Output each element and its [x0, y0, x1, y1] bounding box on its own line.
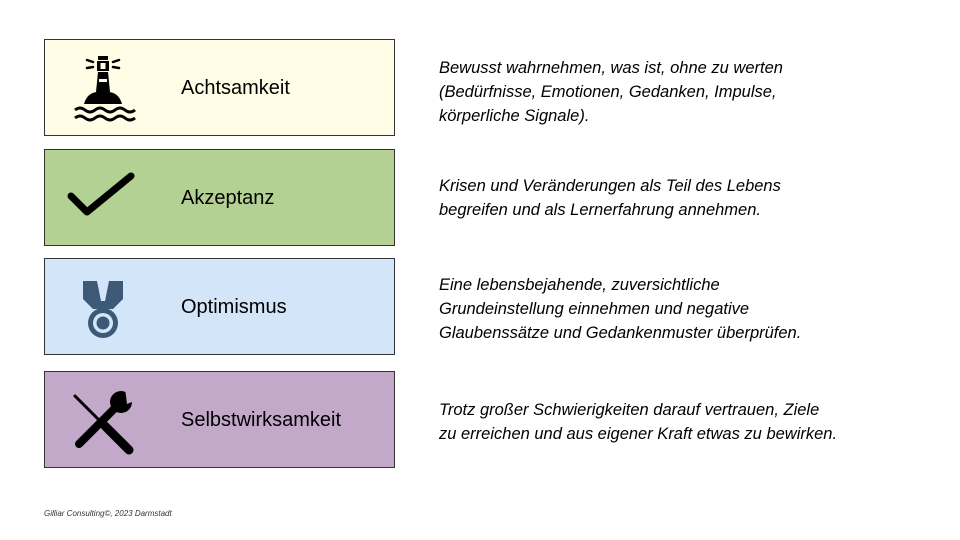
medal-icon: [67, 271, 139, 343]
description-line: zu erreichen und aus eigener Kraft etwas zu bewirken.: [439, 425, 838, 443]
optimismus-label: Optimismus: [181, 296, 287, 318]
row-selbstwirksamkeit: [44, 371, 960, 471]
akzeptanz-description: [439, 174, 899, 222]
achtsamkeit-description: [439, 56, 899, 128]
description-line: Eine lebensbejahende, zuversichtliche: [439, 276, 720, 294]
selbstwirksamkeit-description: [439, 398, 899, 446]
optimismus-description: [439, 273, 899, 345]
akzeptanz-label: Akzeptanz: [181, 187, 275, 209]
lighthouse-icon: [67, 52, 139, 124]
footer-copyright: Gilliar Consulting©, 2023 Darmstadt: [44, 509, 172, 518]
description-line: (Bedürfnisse, Emotionen, Gedanken, Impulse,: [439, 83, 777, 101]
description-line: Trotz großer Schwierigkeiten darauf vertrauen, Ziele: [439, 401, 820, 419]
selbstwirksamkeit-label: Selbstwirksamkeit: [181, 409, 342, 431]
description-line: körperliche Signale).: [439, 107, 590, 125]
tools-icon: [67, 384, 139, 456]
description-line: Krisen und Veränderungen als Teil des Lebens: [439, 177, 781, 195]
achtsamkeit-label: Achtsamkeit: [181, 77, 290, 99]
description-line: begreifen und als Lernerfahrung annehmen.: [439, 201, 761, 219]
row-achtsamkeit: [44, 39, 960, 139]
description-line: Grundeinstellung einnehmen und negative: [439, 300, 750, 318]
description-line: Glaubenssätze und Gedankenmuster überprüfen.: [439, 324, 802, 342]
row-optimismus: [44, 258, 960, 358]
checkmark-icon: [67, 162, 139, 234]
description-line: Bewusst wahrnehmen, was ist, ohne zu werten: [439, 59, 783, 77]
achtsamkeit-box: [44, 39, 395, 136]
akzeptanz-box: [44, 149, 395, 246]
optimismus-box: [44, 258, 395, 355]
selbstwirksamkeit-box: [44, 371, 395, 468]
row-akzeptanz: [44, 149, 960, 249]
